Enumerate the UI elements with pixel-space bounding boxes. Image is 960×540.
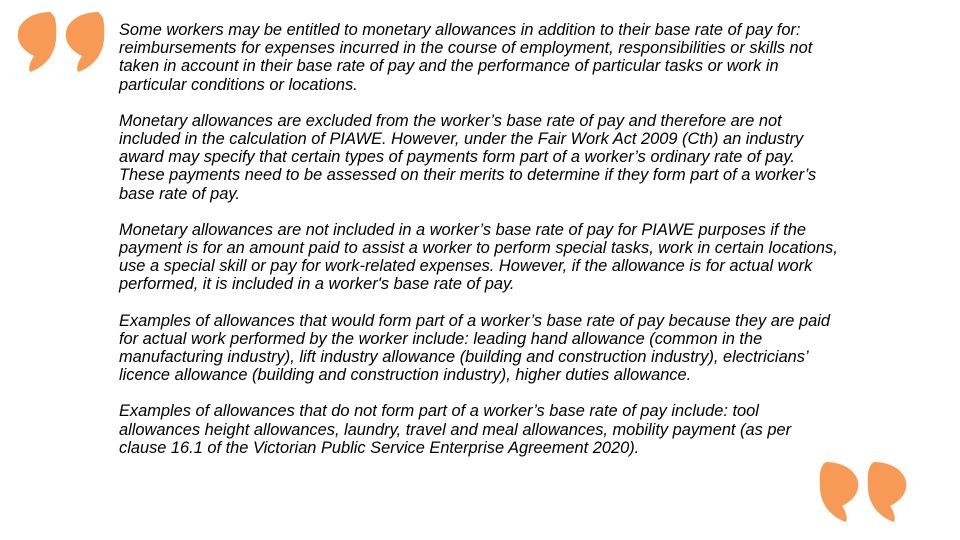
paragraph-included-examples: Examples of allowances that would form part of a worker’s base rate of pay because they are paid for actual work performed by the worker include: leading hand allowance (common in the manufacturing industry), lift industry allowance (building and construction industry), electricians’ licence allowance (building and construction industry), higher duties allowance.: [119, 311, 830, 385]
paragraph-entitlement: Some workers may be entitled to monetary allowances in addition to their base rate of pay for: reimbursements for expenses incurred in the course of employment, responsibilities or skills not taken in account in their base rate of pay and the performance of particular tasks or work in particular conditions or locations.: [119, 21, 813, 94]
paragraph-exclusion: Monetary allowances are excluded from the worker’s base rate of pay and therefore are not included in the calculation of PIAWE. However, under the Fair Work Act 2009 (Cth) an industry award may specify that certain types of payments form part of a worker’s ordinary rate of pay. These payments need to be assessed on their merits to determine if they form part of a worker’s base rate of pay.: [119, 111, 817, 203]
open-quote-icon: [14, 10, 112, 72]
document-body: [119, 21, 841, 475]
paragraph-excluded-examples: Examples of allowances that do not form part of a worker’s base rate of pay include: tool allowances height allowances, laundry, travel and meal allowances, mobility payment (as per clause 16.1 of the Victorian Public Service Enterprise Agreement 2020).: [119, 402, 792, 457]
close-quote-icon: [812, 462, 910, 524]
paragraph-piawe-purposes: Monetary allowances are not included in a worker’s base rate of pay for PIAWE purposes if the payment is for an amount paid to assist a worker to perform special tasks, work in certain locations, use a special skill or pay for work-related expenses. However, if the allowance is for actual work performed, it is included in a worker's base rate of pay.: [119, 220, 838, 294]
